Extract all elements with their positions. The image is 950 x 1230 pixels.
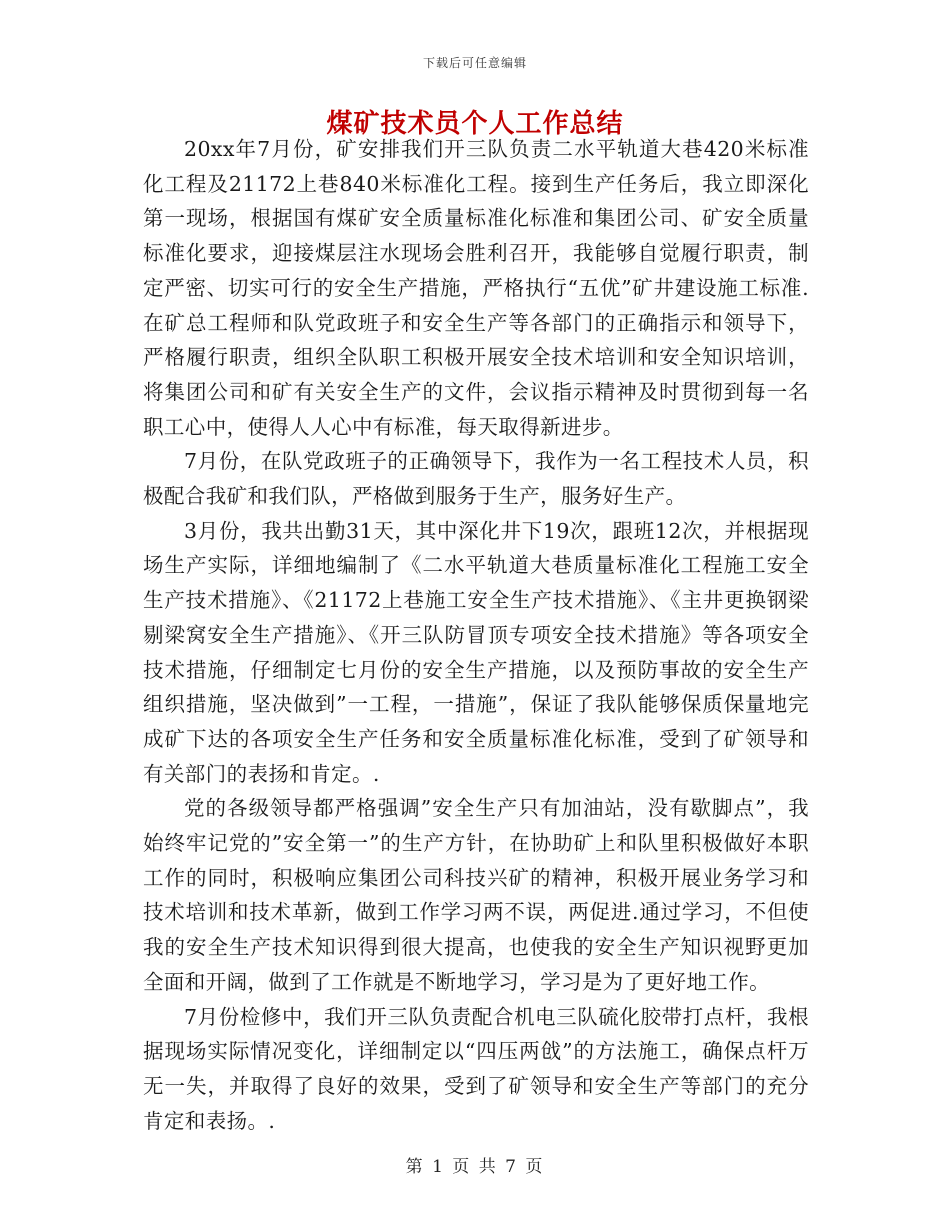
paragraph-1: 20xx年7月份，矿安排我们开三队负责二水平轨道大巷420米标准化工程及21172上巷840米标准化工程。接到生产任务后，我立即深化第一现场，根据国有煤矿安全质量标准化标准和集团公司、矿安全质量标准化要求，迎接煤层注水现场会胜利召开，我能够自觉履行职责，制定严密、切实可行的安全生产措施，严格执行“五优”矿井建设施工标准.在矿总工程师和队党政班子和安全生产等各部门的正确指示和领导下，严格履行职责，组织全队职工积极开展安全技术培训和安全知识培训，将集团公司和矿有关安全生产的文件，会议指示精神及时贯彻到每一名职工心中，使得人人心中有标准，每天取得新进步。 bbox=[143, 137, 809, 439]
document-body bbox=[143, 132, 809, 1138]
header-note: 下载后可任意编辑 bbox=[422, 56, 527, 70]
page-number-footer: 第 1 页 共 7 页 bbox=[405, 1157, 545, 1177]
paragraph-4: 党的各级领导都严格强调”安全生产只有加油站，没有歇脚点”，我始终牢记党的”安全第一”的生产方针，在协助矿上和队里积极做好本职工作的同时，积极响应集团公司科技兴矿的精神，积极开展业务学习和技术培训和技术革新，做到工作学习两不误，两促进.通过学习，不但使我的安全生产技术知识得到很大提高，也使我的安全生产知识视野更加全面和开阔，做到了工作就是不断地学习，学习是为了更好地工作。 bbox=[143, 796, 809, 994]
paragraph-5: 7月份检修中，我们开三队负责配合机电三队硫化胶带打点杆，我根据现场实际情况变化，详细制定以“四压两戗”的方法施工，确保点杆万无一失，并取得了良好的效果，受到了矿领导和安全生产等部门的充分肯定和表扬。. bbox=[143, 1004, 809, 1133]
paragraph-2: 7月份，在队党政班子的正确领导下，我作为一名工程技术人员，积极配合我矿和我们队，严格做到服务于生产，服务好生产。 bbox=[143, 449, 809, 509]
document-title: 煤矿技术员个人工作总结 bbox=[326, 109, 624, 139]
paragraph-3: 3月份，我共出勤31天，其中深化井下19次，跟班12次，并根据现场生产实际，详细地编制了《二水平轨道大巷质量标准化工程施工安全生产技术措施》、《21172上巷施工安全生产技术措施》、《主井更换钢梁剔梁窝安全生产措施》、《开三队防冒顶专项安全技术措施》等各项安全技术措施，仔细制定七月份的安全生产措施，以及预防事故的安全生产组织措施，坚决做到”一工程，一措施”，保证了我队能够保质保量地完成矿下达的各项安全生产任务和安全质量标准化标准，受到了矿领导和有关部门的表扬和肯定。. bbox=[143, 518, 809, 786]
